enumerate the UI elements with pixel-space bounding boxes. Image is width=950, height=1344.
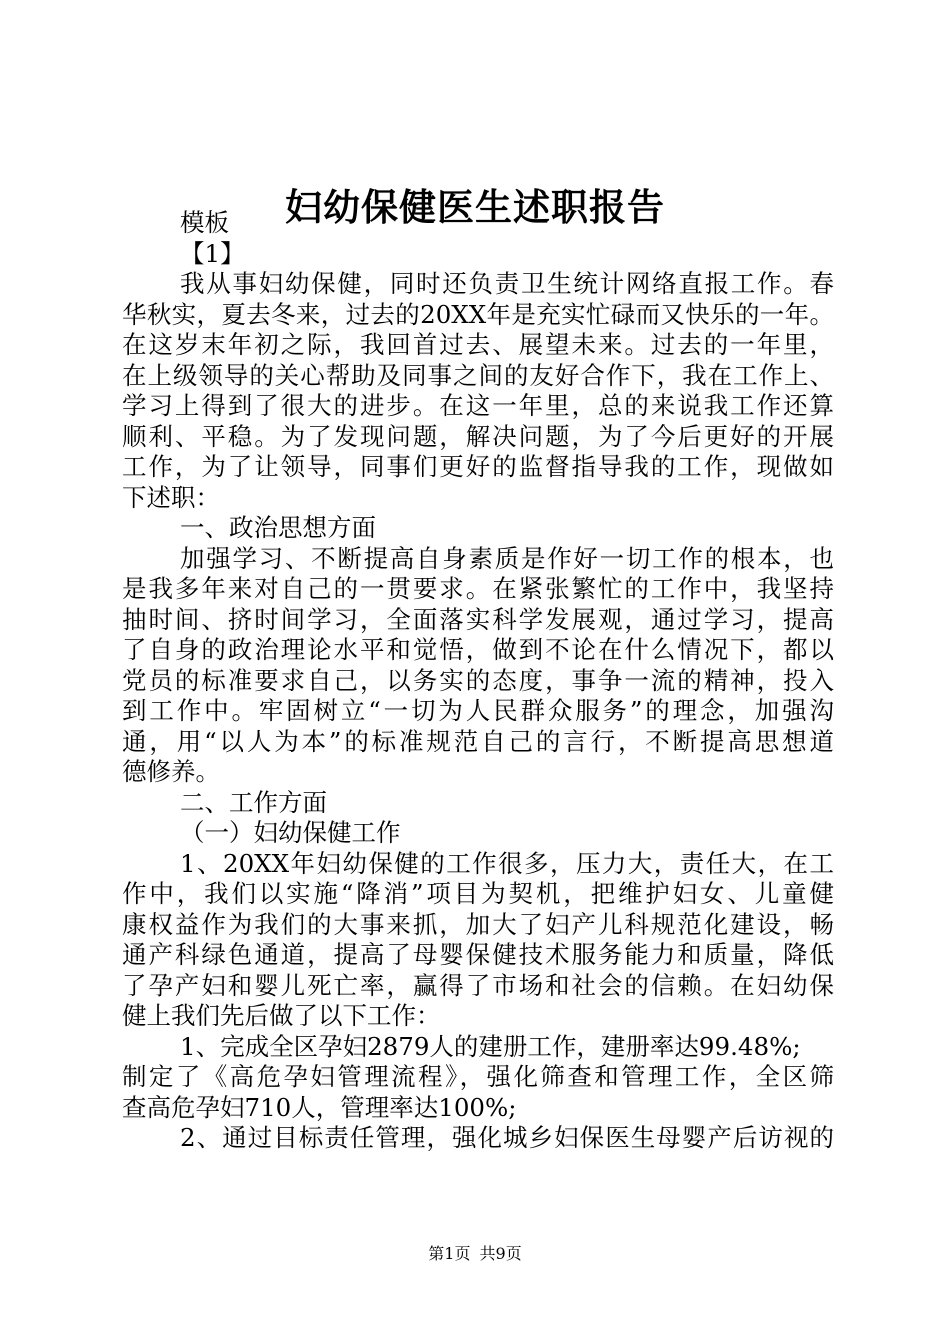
subsection-heading: （一）妇幼保健工作 bbox=[180, 818, 401, 847]
body-line: 模板 bbox=[180, 208, 229, 237]
body-line: 加强学习、不断提高自身素质是作好一切工作的根本，也 bbox=[180, 543, 834, 573]
body-line: 华秋实，夏去冬来，过去的20XX年是充实忙碌而又快乐的一年。 bbox=[122, 299, 834, 329]
body-line: 健上我们先后做了以下工作： bbox=[122, 1001, 441, 1030]
section-heading: 二、工作方面 bbox=[180, 787, 327, 817]
body-line: 到工作中。牢固树立“一切为人民群众服务”的理念，加强沟 bbox=[122, 696, 834, 725]
body-line: 了自身的政治理论水平和觉悟，做到不论在什么情况下，都以 bbox=[122, 635, 834, 664]
body-line: 德修养。 bbox=[122, 757, 220, 786]
document-body bbox=[122, 208, 834, 1154]
body-line: 通产科绿色通道，提高了母婴保健技术服务能力和质量，降低 bbox=[122, 940, 834, 969]
page-number: 第1页 bbox=[428, 1244, 471, 1263]
body-line: 查高危孕妇710人，管理率达100%; bbox=[122, 1092, 517, 1122]
page-footer bbox=[0, 1243, 950, 1265]
document-title: 妇幼保健医生述职报告 bbox=[285, 186, 665, 229]
body-line: 1、20XX年妇幼保健的工作很多，压力大，责任大，在工 bbox=[180, 848, 834, 878]
page-total: 共9页 bbox=[479, 1244, 522, 1263]
body-line: 了孕产妇和婴儿死亡率，赢得了市场和社会的信赖。在妇幼保 bbox=[122, 970, 834, 1000]
body-line: 是我多年来对自己的一贯要求。在紧张繁忙的工作中，我坚持 bbox=[122, 574, 834, 603]
body-line: 1、完成全区孕妇2879人的建册工作，建册率达99.48%; bbox=[180, 1031, 801, 1061]
body-line: 工作，为了让领导，同事们更好的监督指导我的工作，现做如 bbox=[122, 452, 834, 481]
body-line: 【1】 bbox=[180, 238, 245, 268]
body-line: 我从事妇幼保健，同时还负责卫生统计网络直报工作。春 bbox=[180, 269, 834, 298]
body-line: 抽时间、挤时间学习，全面落实科学发展观，通过学习，提高 bbox=[122, 604, 834, 634]
section-heading: 一、政治思想方面 bbox=[180, 513, 376, 542]
body-line: 作中，我们以实施“降消”项目为契机，把维护妇女、儿童健 bbox=[122, 879, 834, 908]
body-line: 通，用“以人为本”的标准规范自己的言行，不断提高思想道 bbox=[122, 726, 834, 756]
body-line: 在这岁末年初之际，我回首过去、展望未来。过去的一年里， bbox=[122, 330, 834, 359]
body-line: 2、通过目标责任管理，强化城乡妇保医生母婴产后访视的 bbox=[180, 1123, 834, 1152]
body-line: 学习上得到了很大的进步。在这一年里，总的来说我工作还算 bbox=[122, 391, 834, 420]
body-line: 在上级领导的关心帮助及同事之间的友好合作下，我在工作上、 bbox=[122, 360, 834, 390]
body-line: 康权益作为我们的大事来抓，加大了妇产儿科规范化建设，畅 bbox=[122, 909, 834, 939]
body-line: 制定了《高危孕妇管理流程》，强化筛查和管理工作，全区筛 bbox=[122, 1062, 834, 1091]
body-line: 顺利、平稳。为了发现问题，解决问题，为了今后更好的开展 bbox=[122, 421, 834, 451]
body-line: 下述职： bbox=[122, 482, 220, 512]
body-line: 党员的标准要求自己，以务实的态度，事争一流的精神，投入 bbox=[122, 665, 834, 695]
